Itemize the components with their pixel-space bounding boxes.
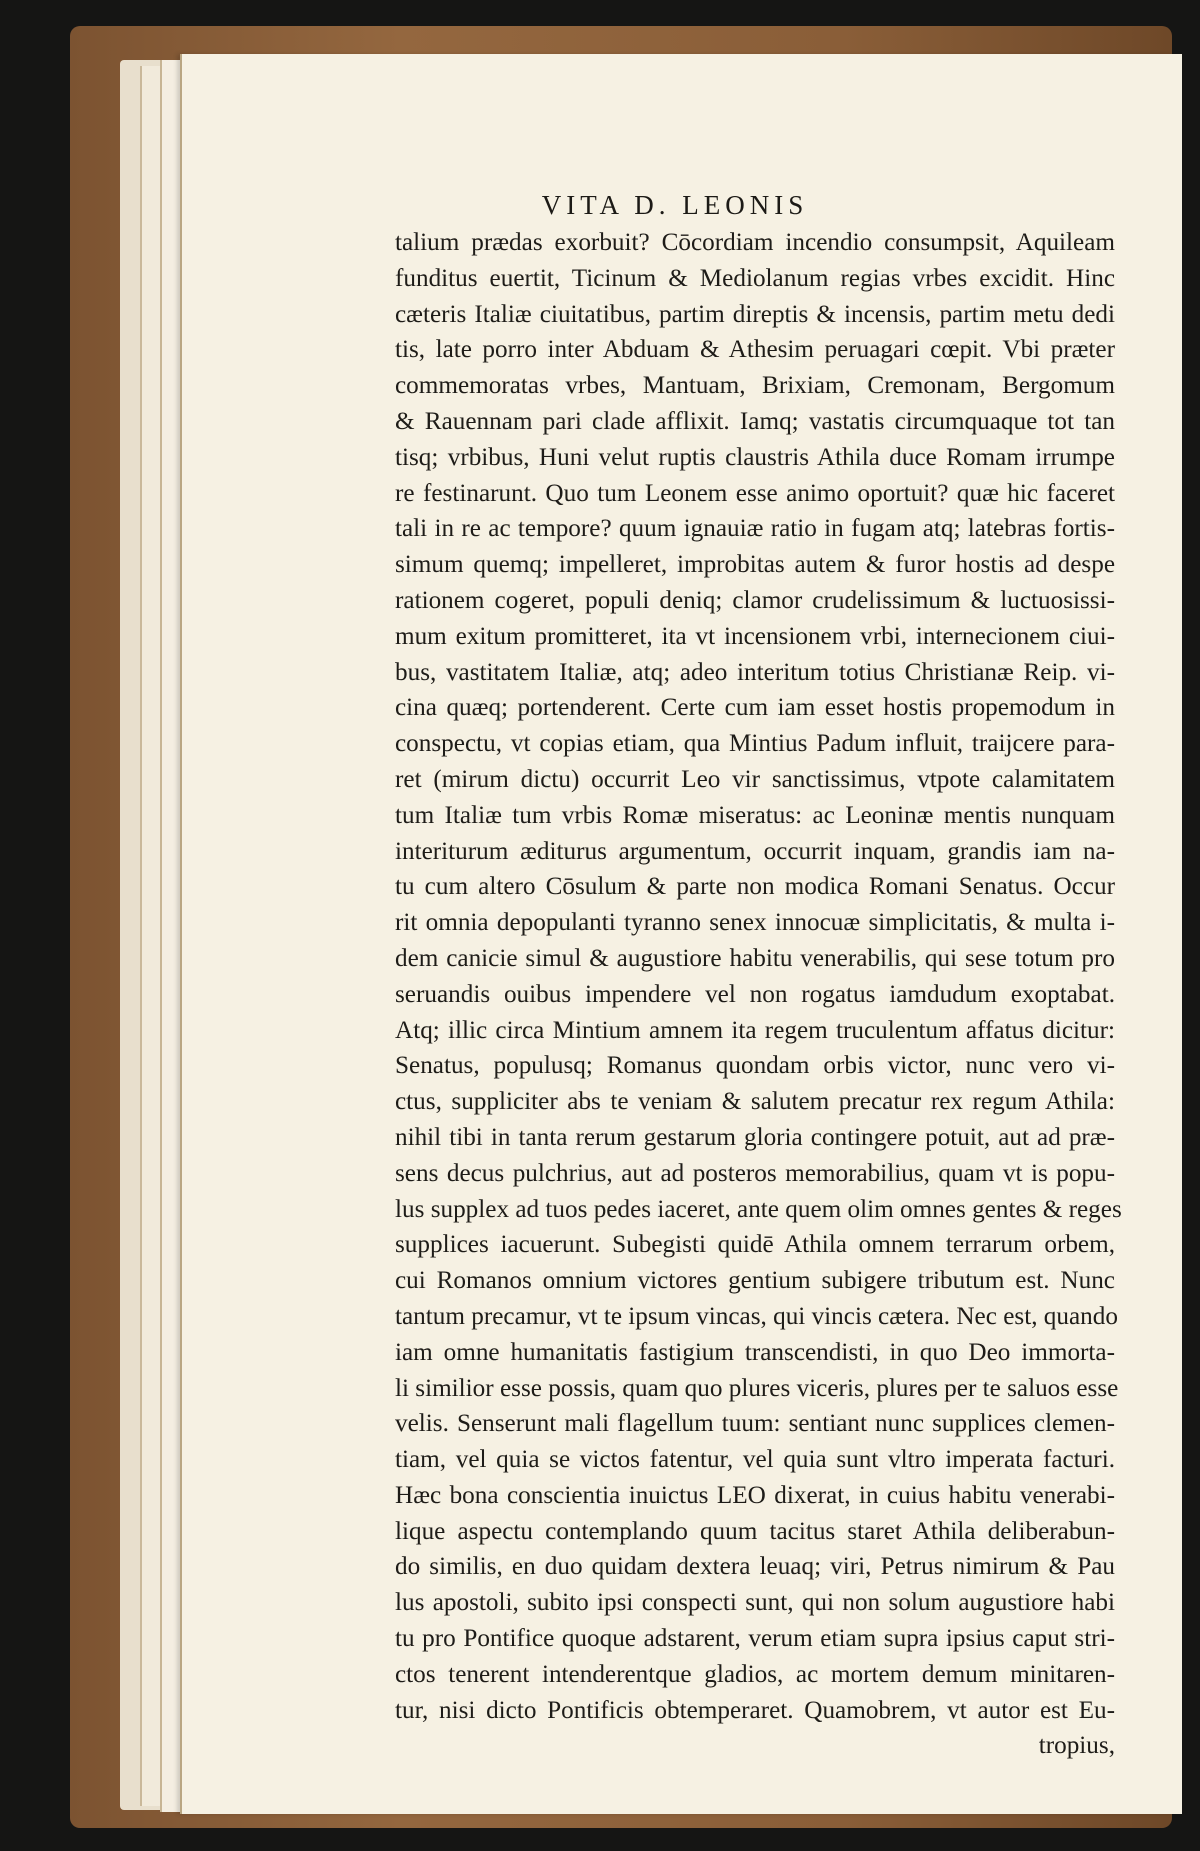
text-line: iam omne humanitatis fastigium transcendisti, in quo Deo immorta- bbox=[395, 1338, 1115, 1366]
text-line: re festinarunt. Quo tum Leonem esse animo oportuit? quæ hic faceret bbox=[395, 479, 1115, 507]
text-line: li similior esse possis, quam quo plures viceris, plures per te saluos esse bbox=[395, 1374, 1119, 1402]
text-line: conspectu, vt copias etiam, qua Mintius Padum influit, traijcere para- bbox=[395, 730, 1115, 758]
text-line: commemoratas vrbes, Mantuam, Brixiam, Cremonam, Bergomum bbox=[395, 372, 1115, 400]
text-line: tantum precamur, vt te ipsum vincas, qui vincis cætera. Nec est, quando bbox=[395, 1302, 1118, 1330]
text-line: do similis, en duo quidam dextera leuaq; viri, Petrus nimirum & Pau bbox=[395, 1553, 1115, 1581]
running-title: VITA D. LEONIS bbox=[541, 190, 809, 220]
text-line: rit omnia depopulanti tyranno senex innocuæ simplicitatis, & multa i- bbox=[395, 909, 1115, 937]
text-line: cui Romanos omnium victores gentium subigere tributum est. Nunc bbox=[395, 1267, 1115, 1295]
text-line: mum exitum promitteret, ita vt incensionem vrbi, internecionem ciui- bbox=[395, 622, 1115, 650]
text-line: Senatus, populusq; Romanus quondam orbis victor, nunc vero vi- bbox=[395, 1052, 1115, 1080]
text-line: lus apostoli, subito ipsi conspecti sunt, qui non solum augustiore habi bbox=[395, 1589, 1115, 1617]
text-line: Hæc bona conscientia inuictus LEO dixerat, in cuius habitu venerabi- bbox=[395, 1481, 1115, 1509]
text-line: lique aspectu contemplando quum tacitus staret Athila deliberabun- bbox=[395, 1517, 1115, 1545]
text-line: tu cum altero Cōsulum & parte non modica Romani Senatus. Occur bbox=[395, 873, 1115, 901]
text-line: dem canicie simul & augustiore habitu venerabilis, qui sese totum pro bbox=[395, 944, 1115, 972]
text-line: bus, vastitatem Italiæ, atq; adeo interitum totius Christianæ Reip. vi- bbox=[395, 658, 1115, 686]
body-text bbox=[395, 225, 1122, 1764]
text-line: tali in re ac tempore? quum ignauiæ ratio in fugam atq; latebras fortis- bbox=[395, 515, 1115, 543]
text-line: tisq; vrbibus, Huni velut ruptis claustris Athila duce Romam irrumpe bbox=[395, 443, 1115, 471]
text-line: ret (mirum dictu) occurrit Leo vir sanctissimus, vtpote calamitatem bbox=[395, 765, 1115, 793]
text-line: tu pro Pontifice quoque adstarent, verum etiam supra ipsius caput stri- bbox=[395, 1625, 1115, 1653]
text-line: simum quemq; impelleret, improbitas autem & furor hostis ad despe bbox=[395, 551, 1115, 579]
text-line: tum Italiæ tum vrbis Romæ miseratus: ac Leoninæ mentis nunquam bbox=[395, 801, 1115, 829]
text-line: supplices iacuerunt. Subegisti quidē Athila omnem terrarum orbem, bbox=[395, 1231, 1115, 1259]
text-line: & Rauennam pari clade afflixit. Iamq; vastatis circumquaque tot tan bbox=[395, 407, 1115, 435]
text-line: tropius, bbox=[1038, 1732, 1115, 1760]
text-line: Atq; illic circa Mintium amnem ita regem truculentum affatus dicitur: bbox=[395, 1016, 1115, 1044]
text-line: funditus euertit, Ticinum & Mediolanum regias vrbes excidit. Hinc bbox=[395, 264, 1115, 292]
text-line: talium prædas exorbuit? Cōcordiam incendio consumpsit, Aquileam bbox=[395, 229, 1115, 256]
text-line: interiturum æditurus argumentum, occurrit inquam, grandis iam na- bbox=[395, 837, 1115, 865]
text-line: rationem cogeret, populi deniq; clamor crudelissimum & luctuosissi- bbox=[395, 586, 1115, 614]
text-line: ctus, suppliciter abs te veniam & salutem precatur rex regum Athila: bbox=[395, 1088, 1115, 1116]
text-line: velis. Senserunt mali flagellum tuum: sentiant nunc supplices clemen- bbox=[395, 1410, 1115, 1438]
text-line: ctos tenerent intenderentque gladios, ac mortem demum minitaren- bbox=[395, 1660, 1115, 1688]
text-line: lus supplex ad tuos pedes iaceret, ante quem olim omnes gentes & reges bbox=[395, 1195, 1122, 1223]
text-line: tiam, vel quia se victos fatentur, vel quia sunt vltro imperata facturi. bbox=[395, 1446, 1115, 1474]
text-line: nihil tibi in tanta rerum gestarum gloria contingere potuit, aut ad præ- bbox=[395, 1123, 1115, 1151]
text-line: sens decus pulchrius, aut ad posteros memorabilius, quam vt is popu- bbox=[395, 1159, 1115, 1187]
text-line: seruandis ouibus impendere vel non rogatus iamdudum exoptabat. bbox=[395, 980, 1115, 1008]
text-line: tis, late porro inter Abduam & Athesim peruagari cœpit. Vbi præter bbox=[395, 336, 1115, 364]
text-line: cæteris Italiæ ciuitatibus, partim direptis & incensis, partim metu dedi bbox=[395, 300, 1115, 328]
text-line: cina quæq; portenderent. Certe cum iam esset hostis propemodum in bbox=[395, 694, 1115, 722]
text-line: tur, nisi dicto Pontificis obtemperaret. Quamobrem, vt autor est Eu- bbox=[395, 1696, 1115, 1724]
